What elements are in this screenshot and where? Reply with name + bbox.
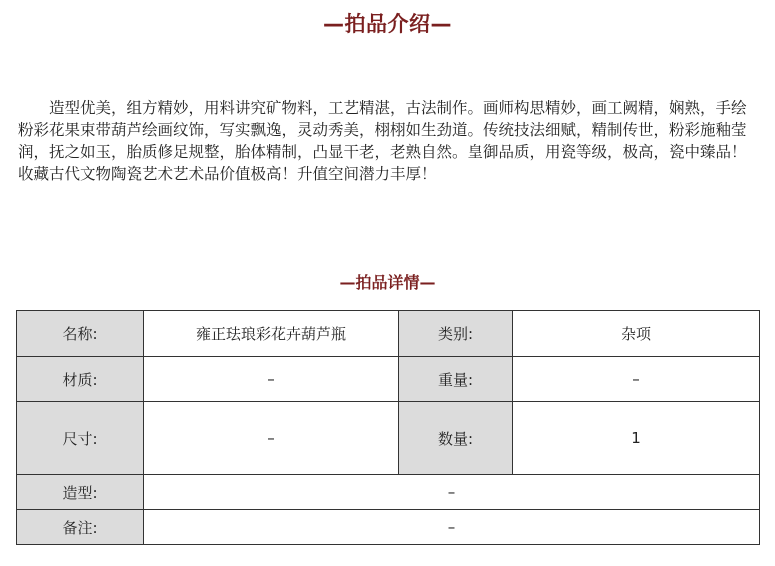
size-value: – xyxy=(144,402,399,475)
size-label: 尺寸: xyxy=(17,402,144,475)
details-title: —拍品详情— xyxy=(339,273,436,292)
name-value: 雍正珐琅彩花卉葫芦瓶 xyxy=(144,311,399,357)
table-row xyxy=(17,357,760,402)
category-value: 杂项 xyxy=(513,311,760,357)
material-value: – xyxy=(144,357,399,402)
quantity-label: 数量: xyxy=(399,402,513,475)
table-row xyxy=(17,311,760,357)
details-table xyxy=(16,310,760,545)
weight-value: – xyxy=(513,357,760,402)
table-row xyxy=(17,510,760,545)
remark-label: 备注: xyxy=(17,510,144,545)
weight-label: 重量: xyxy=(399,357,513,402)
category-label: 类别: xyxy=(399,311,513,357)
intro-paragraph: 造型优美，组方精妙，用料讲究矿物料，工艺精湛，古法制作。画师构思精妙，画工阙精，娴熟，手绘粉彩花果束带葫芦绘画纹饰，写实飘逸，灵动秀美，栩栩如生劲道。传统技法细赋，精制传世，粉彩施釉莹润，抚之如玉，胎质修足规整，胎体精制，凸显干老，老熟自然。皇御品质，用瓷等级，极高，瓷中臻品！收藏古代文物陶瓷艺术艺术品价值极高！升值空间潜力丰厚！ xyxy=(18,99,747,183)
name-label: 名称: xyxy=(17,311,144,357)
shape-value: – xyxy=(144,475,760,510)
material-label: 材质: xyxy=(17,357,144,402)
table-row xyxy=(17,475,760,510)
remark-value: – xyxy=(144,510,760,545)
table-row xyxy=(17,402,760,475)
shape-label: 造型: xyxy=(17,475,144,510)
intro-title: —拍品介绍— xyxy=(323,12,452,36)
quantity-value: 1 xyxy=(513,402,760,475)
